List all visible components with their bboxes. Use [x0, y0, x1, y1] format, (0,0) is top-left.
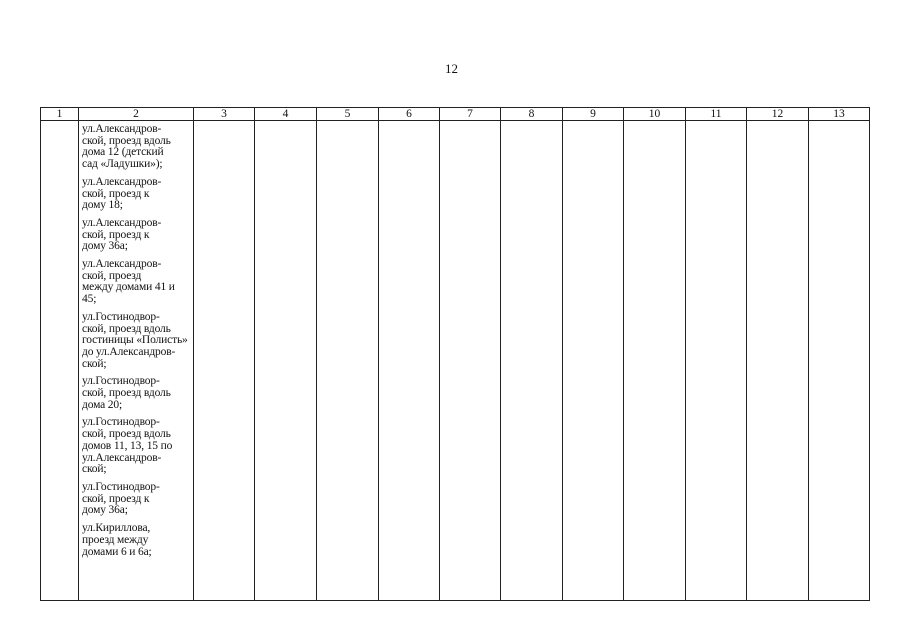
street-entry: ул.Александров- ской, проезд к дому 18; [82, 175, 162, 212]
column-header-6: 6 [379, 108, 440, 121]
street-entry: ул.Кириллова, проезд между домами 6 и 6а; [82, 522, 152, 558]
column-header-9: 9 [563, 108, 624, 121]
cell-col-7 [440, 121, 501, 601]
column-header-8: 8 [501, 108, 563, 121]
column-header-2: 2 [79, 108, 194, 121]
street-entry: ул.Гостинодвор- ской, проезд вдоль дома 20; [82, 375, 171, 411]
column-header-7: 7 [440, 108, 501, 121]
column-header-10: 10 [624, 108, 686, 121]
column-header-5: 5 [317, 108, 379, 121]
column-header-1: 1 [41, 108, 79, 121]
cell-col-5 [317, 121, 379, 601]
cell-col-11 [686, 121, 747, 601]
street-entries-list [79, 121, 193, 558]
cell-col-12 [747, 121, 809, 601]
cell-col-4 [255, 121, 317, 601]
cell-col-13 [809, 121, 870, 601]
column-header-12: 12 [747, 108, 809, 121]
cell-col-6 [379, 121, 440, 601]
data-table [40, 107, 870, 601]
street-entry: ул.Александров- ской, проезд вдоль дома 12 (детский сад «Ладушки»); [82, 123, 171, 171]
header-row [41, 108, 870, 121]
cell-col-3 [194, 121, 255, 601]
column-header-13: 13 [809, 108, 870, 121]
cell-col-10 [624, 121, 686, 601]
table-row [41, 121, 870, 601]
cell-col-8 [501, 121, 563, 601]
street-entry: ул.Гостинодвор- ской, проезд вдоль гостиницы «Полисть» до ул.Александров- ской; [82, 310, 188, 370]
column-header-3: 3 [194, 108, 255, 121]
street-entry: ул.Александров- ской, проезд к дому 36а; [82, 216, 162, 253]
cell-col-2 [79, 121, 194, 601]
column-header-4: 4 [255, 108, 317, 121]
cell-col-9 [563, 121, 624, 601]
cell-col-1 [41, 121, 79, 601]
street-entry: ул.Гостинодвор- ской, проезд к дому 36а; [82, 480, 160, 517]
street-entry: ул.Гостинодвор- ской, проезд вдоль домов 11, 13, 15 по ул.Александров- ской; [82, 416, 173, 476]
column-header-11: 11 [686, 108, 747, 121]
page-number: 12 [445, 61, 458, 76]
street-entry: ул.Александров- ской, проезд между домами 41 и 45; [82, 258, 175, 306]
table-header [41, 108, 870, 121]
table-body [41, 121, 870, 601]
